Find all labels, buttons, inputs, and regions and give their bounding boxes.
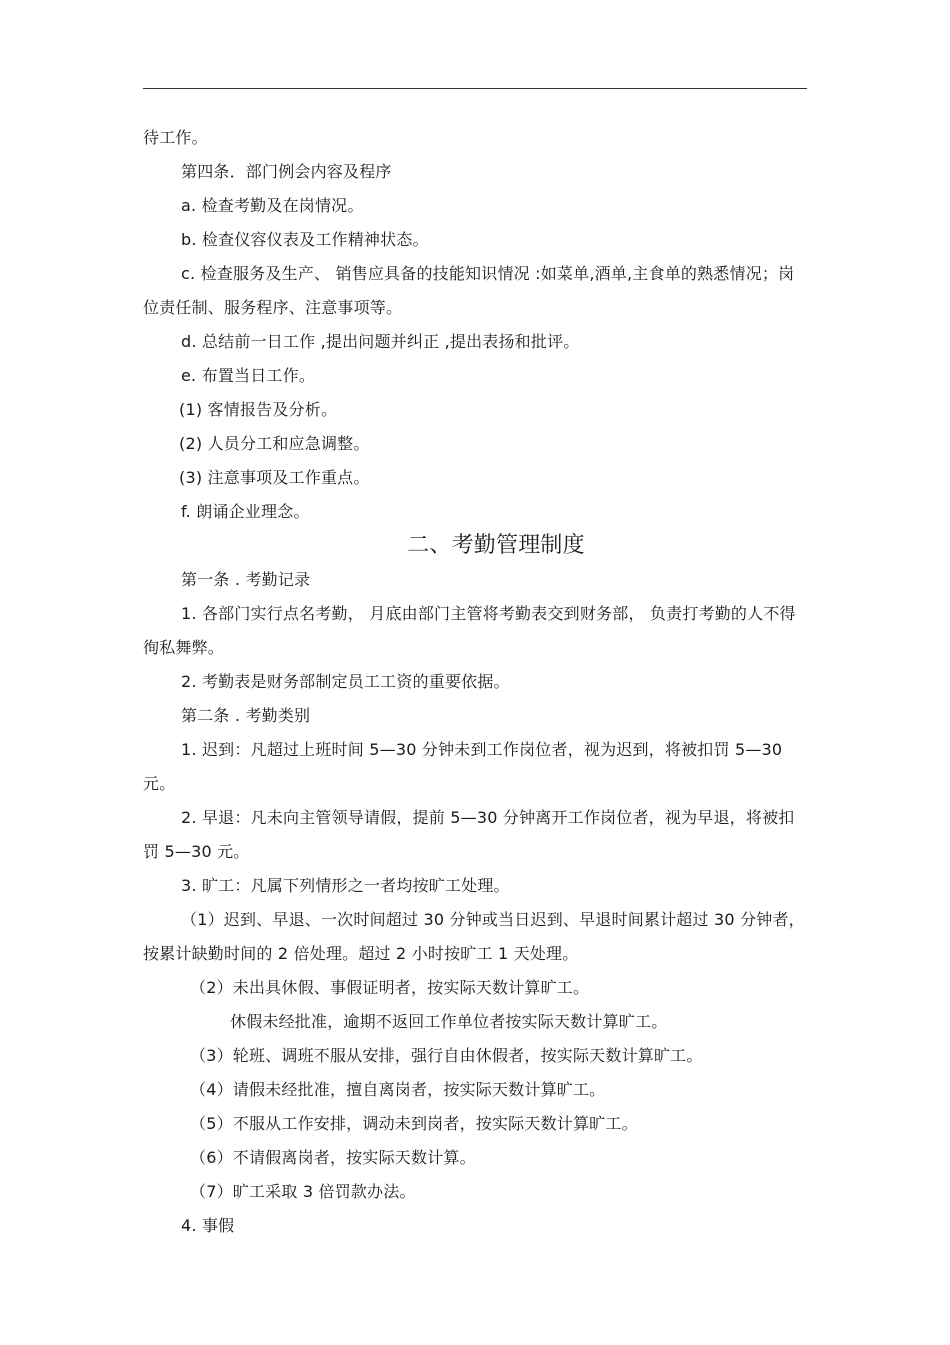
list-item: a. 检查考勤及在岗情况。 bbox=[181, 196, 364, 215]
list-item: （2）未出具休假、事假证明者，按实际天数计算旷工。 bbox=[190, 978, 590, 997]
list-item: c. 检查服务及生产、 销售应具备的技能知识情况 :如菜单,酒单,主食单的熟悉情况；岗位责任制、服务程序、注意事项等。 bbox=[143, 264, 795, 317]
list-item: 休假未经批准，逾期不返回工作单位者按实际天数计算旷工。 bbox=[230, 1012, 668, 1031]
list-item: (3) 注意事项及工作重点。 bbox=[179, 468, 370, 487]
list-item: f. 朗诵企业理念。 bbox=[181, 502, 310, 521]
list-item: 1. 迟到：凡超过上班时间 5—30 分钟未到工作岗位者，视为迟到，将被扣罚 5—30 元。 bbox=[143, 740, 783, 793]
list-item: （3）轮班、调班不服从安排，强行自由休假者，按实际天数计算旷工。 bbox=[190, 1046, 703, 1065]
list-item: （5）不服从工作安排，调动未到岗者，按实际天数计算旷工。 bbox=[190, 1114, 638, 1133]
paragraph: 待工作。 bbox=[143, 128, 208, 147]
list-item: （6）不请假离岗者，按实际天数计算。 bbox=[190, 1148, 476, 1167]
document-body bbox=[143, 121, 807, 1243]
list-item: 4. 事假 bbox=[181, 1216, 235, 1235]
list-item: （7）旷工采取 3 倍罚款办法。 bbox=[190, 1182, 416, 1201]
list-item: d. 总结前一日工作 ,提出问题并纠正 ,提出表扬和批评。 bbox=[181, 332, 580, 351]
list-item: (1) 客情报告及分析。 bbox=[179, 400, 338, 419]
article-heading: 第一条 . 考勤记录 bbox=[181, 570, 311, 589]
list-item: b. 检查仪容仪表及工作精神状态。 bbox=[181, 230, 429, 249]
article-heading: 第二条 . 考勤类别 bbox=[181, 706, 311, 725]
list-item: 3. 旷工：凡属下列情形之一者均按旷工处理。 bbox=[181, 876, 510, 895]
list-item: (2) 人员分工和应急调整。 bbox=[179, 434, 370, 453]
section-title: 二、考勤管理制度 bbox=[407, 533, 585, 558]
list-item: （1）迟到、早退、一次时间超过 30 分钟或当日迟到、早退时间累计超过 30 分钟者，按累计缺勤时间的 2 倍处理。超过 2 小时按旷工 1 天处理。 bbox=[143, 910, 805, 963]
article-heading: 第四条．部门例会内容及程序 bbox=[181, 162, 392, 181]
header-rule bbox=[143, 88, 807, 89]
list-item: 1. 各部门实行点名考勤， 月底由部门主管将考勤表交到财务部， 负责打考勤的人不得徇私舞弊。 bbox=[143, 604, 796, 657]
list-item: e. 布置当日工作。 bbox=[181, 366, 316, 385]
list-item: 2. 早退：凡未向主管领导请假，提前 5—30 分钟离开工作岗位者，视为早退，将被扣罚 5—30 元。 bbox=[143, 808, 795, 861]
list-item: 2. 考勤表是财务部制定员工工资的重要依据。 bbox=[181, 672, 510, 691]
list-item: （4）请假未经批准，擅自离岗者，按实际天数计算旷工。 bbox=[190, 1080, 606, 1099]
